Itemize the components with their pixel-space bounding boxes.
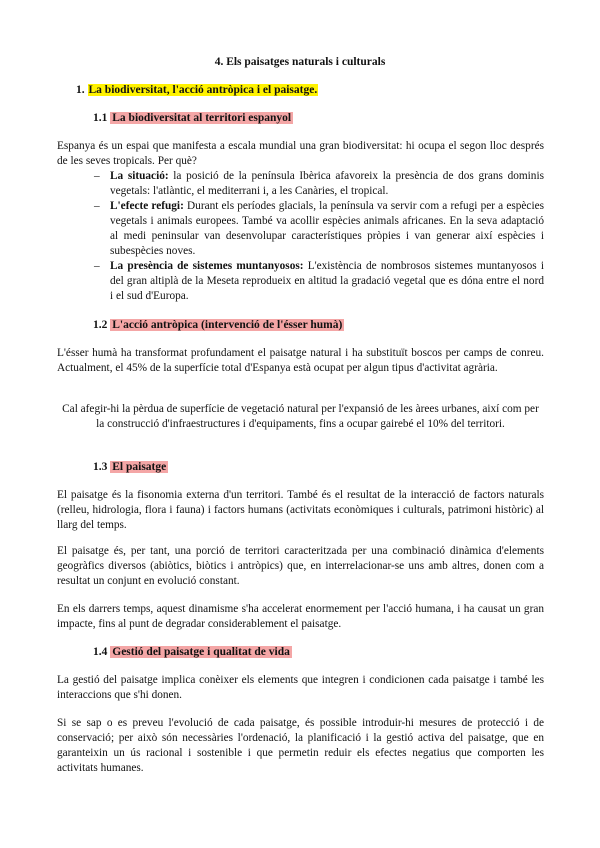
section-1-1-title: La biodiversitat al territori espanyol: [112, 112, 292, 124]
bullet-text: [110, 199, 544, 259]
section-1-3-paragraph-3: En els darrers temps, aquest dinamisme s'ha accelerat enormement per l'acció humana, i ha causat un gran impacte, fins al punt de degradar considerablement el paisatge.: [57, 603, 544, 630]
section-1-4-heading: [93, 645, 292, 660]
section-1-4-paragraph-1: La gestió del paisatge implica conèixer els elements que integren i condicionen cada paisatge i també les interaccions que s'hi donen.: [57, 674, 544, 701]
page-title: 4. Els paisatges naturals i culturals: [214, 56, 386, 68]
section-1-1-intro: Espanya és un espai que manifesta a escala mundial una gran biodiversitat: hi ocupa el segon lloc després de les seves tropicals. Per què?: [57, 140, 544, 167]
section-1-3-paragraph-1: El paisatge és la fisonomia externa d'un territori. També és el resultat de la interacció de factors naturals (relleu, hidrologia, flora i fauna) i factors humans (activitats econòmiques i culturals, patrimoni històric) al llarg del temps.: [57, 489, 544, 531]
bullet-body: la posició de la península Ibèrica afavoreix la presència de dos grans dominis vegetals: l'atlàntic, el mediterrani i, a les Canàries, el tropical.: [110, 170, 544, 197]
bullet-dash: –: [94, 200, 100, 212]
section-1-3-heading: [93, 460, 168, 475]
bullet-item: [94, 259, 544, 304]
section-1-3-title: El paisatge: [112, 461, 167, 473]
bullet-text: [110, 259, 544, 304]
section-1-heading: [76, 83, 318, 98]
bullet-item: [94, 169, 544, 199]
bullet-label: L'efecte refugi:: [110, 200, 184, 212]
section-1-2-heading: [93, 318, 344, 333]
section-1-4-title: Gestió del paisatge i qualitat de vida: [112, 646, 290, 658]
section-1-2-paragraph-1: L'ésser humà ha transformat profundament el paisatge natural i ha substituït boscos per camps de conreu. Actualment, el 45% de la superfície total d'Espanya està ocupat per algun tipus d'activitat agrària.: [57, 347, 544, 374]
section-1-3-number: 1.3: [93, 461, 108, 473]
section-1-2-number: 1.2: [93, 319, 108, 331]
section-1-2-title: L'acció antròpica (intervenció de l'ésser humà): [112, 319, 343, 331]
bullet-item: [94, 199, 544, 259]
section-1-1-heading: [93, 111, 293, 126]
bullet-label: La presència de sistemes muntanyosos:: [110, 260, 304, 272]
bullet-text: [110, 169, 544, 199]
bullet-dash: –: [94, 170, 100, 182]
section-1-4-paragraph-2: Si se sap o es preveu l'evolució de cada paisatge, és possible introduir-hi mesures de protecció i de conservació; per això són necessàries l'ordenació, la planificació i la gestió activa del paisatge, que en garanteixin un ús racional i sostenible i que permetin reduir els efectes negatius que comporten les activitats humanes.: [57, 717, 544, 774]
section-1-1-number: 1.1: [93, 112, 108, 124]
bullet-dash: –: [94, 260, 100, 272]
section-1-title: La biodiversitat, l'acció antròpica i el paisatge.: [88, 84, 318, 96]
bullet-body: L'existència de nombrosos sistemes muntanyosos i del gran altiplà de la Meseta reprodueix en altitud la gradació vegetal que es dóna entre el nord i el sud d'Europa.: [110, 260, 544, 302]
section-1-3-paragraph-2: El paisatge és, per tant, una porció de territori caracteritzada per una combinació dinàmica d'elements geogràfics diversos (abiòtics, biòtics i antròpics) que, en interrelacionar-se uns amb altres, donen com a resultat un conjunt en evolució constant.: [57, 545, 544, 587]
section-1-number: 1.: [76, 84, 85, 96]
section-1-2-paragraph-2: Cal afegir-hi la pèrdua de superfície de vegetació natural per l'expansió de les àrees urbanes, així com per la construcció d'infraestructures i d'equipaments, fins a ocupar gairebé el 10% del territori.: [62, 403, 539, 430]
bullet-body: Durant els períodes glacials, la península va servir com a refugi per a espècies vegetals i animals europees. També va acollir espècies animals africanes. En la seva adaptació al medi peninsular van desenvolupar característiques pròpies i van generar així espècies i subespècies noves.: [110, 200, 544, 257]
section-1-4-number: 1.4: [93, 646, 108, 658]
bullet-label: La situació:: [110, 170, 169, 182]
